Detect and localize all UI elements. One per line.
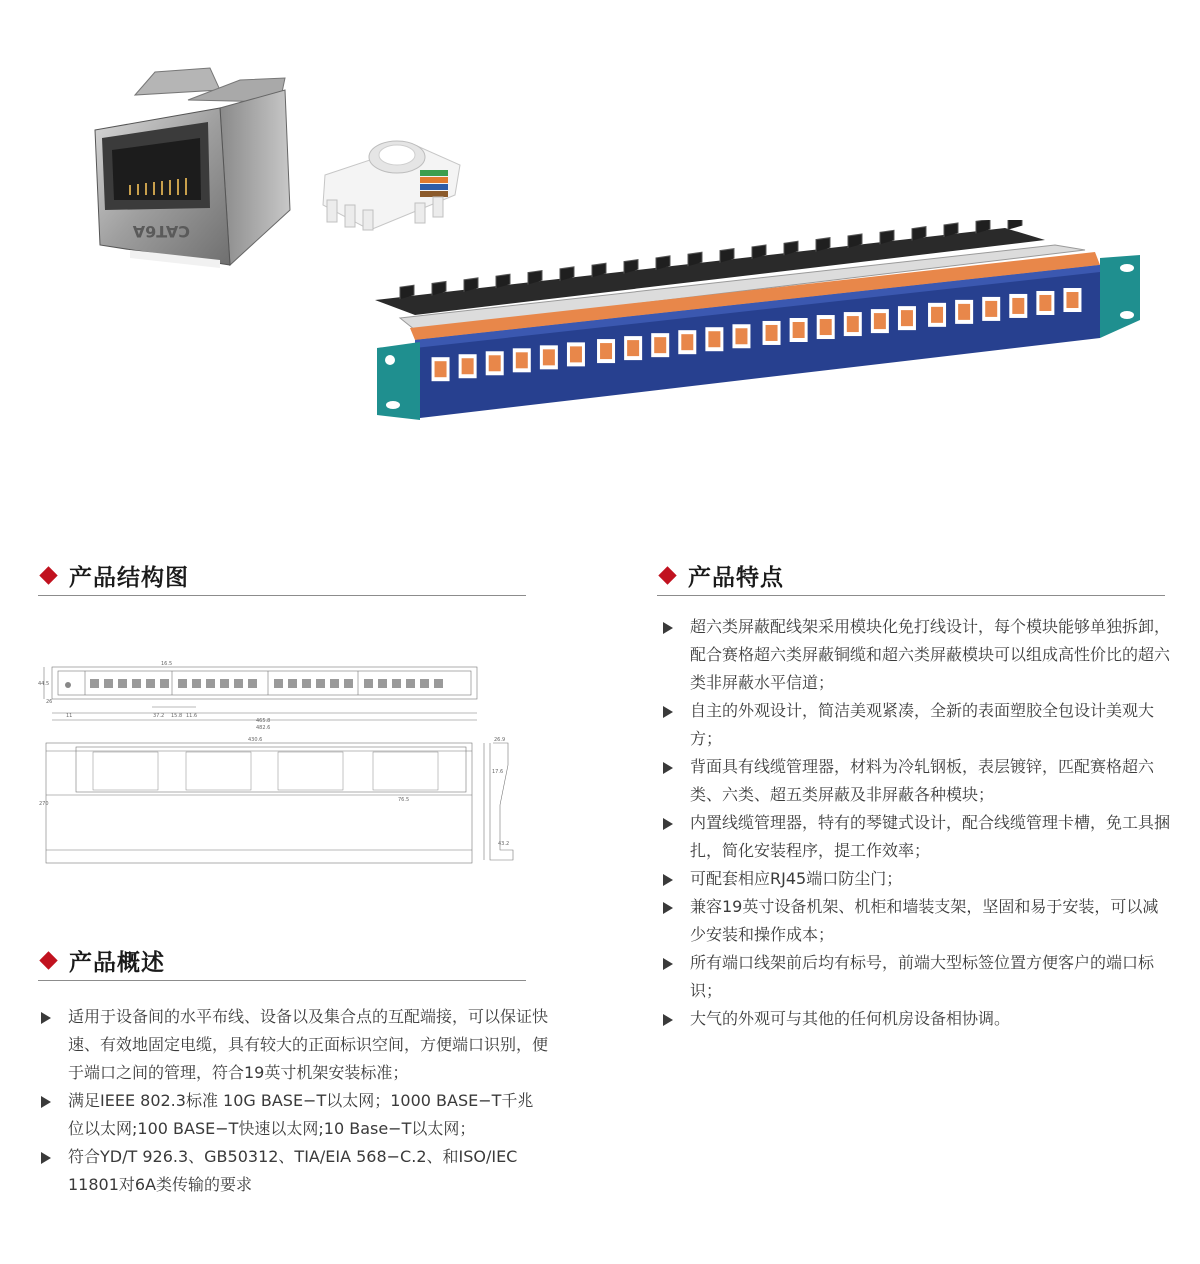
patch-panel-port bbox=[597, 339, 615, 363]
dim-top-view: 430.6 bbox=[248, 737, 263, 743]
patch-panel-port bbox=[678, 330, 696, 354]
drawing-port bbox=[330, 679, 339, 688]
patch-panel-port bbox=[705, 327, 723, 351]
drawing-port bbox=[434, 679, 443, 688]
dim-pitch-a: 37.2 bbox=[153, 713, 165, 719]
drawing-port bbox=[364, 679, 373, 688]
drawing-port bbox=[118, 679, 127, 688]
drawing-port bbox=[206, 679, 215, 688]
triangle-bullet-icon bbox=[663, 958, 673, 970]
list-item: 满足IEEE 802.3标准 10G BASE−T以太网；1000 BASE−T千兆位以太网;100 BASE−T快速以太网;10 Base−T以太网； bbox=[38, 1087, 548, 1143]
patch-panel-image bbox=[355, 220, 1145, 425]
dim-left: 11 bbox=[66, 713, 73, 719]
patch-panel-port bbox=[898, 306, 916, 330]
patch-panel-port bbox=[486, 351, 504, 375]
dim-height-b: 26 bbox=[46, 699, 53, 705]
list-item: 符合YD/T 926.3、GB50312、TIA/EIA 568−C.2、和ISO/IEC 11801对6A类传输的要求 bbox=[38, 1143, 548, 1199]
list-item: 背面具有线缆管理器，材料为冷轧钢板，表层镀锌，匹配赛格超六类、六类、超五类屏蔽及非屏蔽各种模块； bbox=[660, 753, 1170, 809]
triangle-bullet-icon bbox=[663, 622, 673, 634]
patch-panel-port bbox=[1036, 291, 1054, 315]
dim-pitch-b: 15.8 bbox=[171, 713, 183, 719]
list-item: 自主的外观设计，简洁美观紧凑，全新的表面塑胶全包设计美观大方； bbox=[660, 697, 1170, 753]
patch-panel-port bbox=[1063, 288, 1081, 312]
structure-header bbox=[38, 555, 526, 596]
list-item: 超六类屏蔽配线架采用模块化免打线设计，每个模块能够单独拆卸，配合赛格超六类屏蔽铜缆和超六类屏蔽模块可以组成高性价比的超六类非屏蔽水平信道； bbox=[660, 613, 1170, 697]
overview-list bbox=[38, 1003, 548, 1199]
list-item: 内置线缆管理器，特有的琴键式设计，配合线缆管理卡槽，免工具捆扎，简化安装程序，提工作效率； bbox=[660, 809, 1170, 865]
drawing-port bbox=[316, 679, 325, 688]
drawing-port bbox=[160, 679, 169, 688]
drawing-port bbox=[192, 679, 201, 688]
diamond-bullet-icon bbox=[39, 566, 57, 584]
patch-panel-port bbox=[651, 333, 669, 357]
patch-panel-port bbox=[955, 300, 973, 324]
patch-panel-port bbox=[567, 342, 585, 366]
drawing-port bbox=[420, 679, 429, 688]
drawing-port bbox=[248, 679, 257, 688]
patch-panel-port bbox=[844, 312, 862, 336]
drawing-port bbox=[406, 679, 415, 688]
structure-title: 产品结构图 bbox=[69, 564, 189, 591]
patch-panel-port bbox=[513, 348, 531, 372]
patch-panel-port bbox=[1009, 294, 1027, 318]
technical-drawing bbox=[38, 655, 528, 875]
patch-panel-port bbox=[624, 336, 642, 360]
keystone-jack-label: CAT6A bbox=[132, 222, 190, 241]
drawing-port bbox=[234, 679, 243, 688]
drawing-port bbox=[146, 679, 155, 688]
triangle-bullet-icon bbox=[663, 1014, 673, 1026]
triangle-bullet-icon bbox=[663, 874, 673, 886]
features-title: 产品特点 bbox=[688, 564, 784, 591]
patch-panel-port bbox=[459, 354, 477, 378]
dim-side-b: 17.6 bbox=[492, 769, 504, 775]
triangle-bullet-icon bbox=[663, 818, 673, 830]
dim-height-a: 44.5 bbox=[38, 681, 50, 687]
drawing-port bbox=[392, 679, 401, 688]
list-item: 适用于设备间的水平布线、设备以及集合点的互配端接，可以保证快速、有效地固定电缆，具有较大的正面标识空间，方便端口识别，便于端口之间的管理，符合19英寸机架安装标准； bbox=[38, 1003, 548, 1087]
drawing-port bbox=[104, 679, 113, 688]
drawing-port bbox=[220, 679, 229, 688]
diamond-bullet-icon bbox=[39, 951, 57, 969]
list-item: 所有端口线架前后均有标号，前端大型标签位置方便客户的端口标识； bbox=[660, 949, 1170, 1005]
dim-top: 16.5 bbox=[161, 661, 173, 667]
dim-pitch-c: 11.6 bbox=[186, 713, 198, 719]
patch-panel-port bbox=[432, 357, 450, 381]
dim-width-a: 465.8 bbox=[256, 718, 271, 724]
patch-panel-port bbox=[982, 297, 1000, 321]
patch-panel-port bbox=[790, 318, 808, 342]
triangle-bullet-icon bbox=[663, 762, 673, 774]
list-item: 可配套相应RJ45端口防尘门； bbox=[660, 865, 1170, 893]
overview-title: 产品概述 bbox=[69, 949, 165, 976]
list-item: 大气的外观可与其他的任何机房设备相协调。 bbox=[660, 1005, 1170, 1033]
list-item: 兼容19英寸设备机架、机柜和墙装支架，坚固和易于安装，可以减少安装和操作成本； bbox=[660, 893, 1170, 949]
patch-panel-port bbox=[928, 303, 946, 327]
drawing-port bbox=[90, 679, 99, 688]
triangle-bullet-icon bbox=[41, 1012, 51, 1024]
dim-side-c: 43.2 bbox=[498, 841, 510, 847]
drawing-port bbox=[302, 679, 311, 688]
diamond-bullet-icon bbox=[658, 566, 676, 584]
patch-panel-port bbox=[817, 315, 835, 339]
drawing-port bbox=[132, 679, 141, 688]
triangle-bullet-icon bbox=[41, 1152, 51, 1164]
overview-header bbox=[38, 940, 526, 981]
patch-panel-port bbox=[763, 321, 781, 345]
triangle-bullet-icon bbox=[41, 1096, 51, 1108]
dim-depth: 270 bbox=[39, 801, 49, 807]
patch-panel-port bbox=[871, 309, 889, 333]
triangle-bullet-icon bbox=[663, 706, 673, 718]
triangle-bullet-icon bbox=[663, 902, 673, 914]
dim-width-b: 482.6 bbox=[256, 725, 271, 731]
patch-panel-port bbox=[540, 345, 558, 369]
features-header bbox=[657, 555, 1165, 596]
features-list bbox=[660, 613, 1170, 1033]
cable-manager-clip bbox=[1008, 220, 1022, 230]
drawing-port bbox=[274, 679, 283, 688]
patch-panel-port bbox=[732, 324, 750, 348]
dim-side-a: 26.9 bbox=[494, 737, 506, 743]
drawing-port bbox=[378, 679, 387, 688]
drawing-port bbox=[344, 679, 353, 688]
drawing-port bbox=[288, 679, 297, 688]
keystone-jack-image bbox=[80, 60, 300, 270]
dim-bar: 76.5 bbox=[398, 797, 410, 803]
drawing-port bbox=[178, 679, 187, 688]
